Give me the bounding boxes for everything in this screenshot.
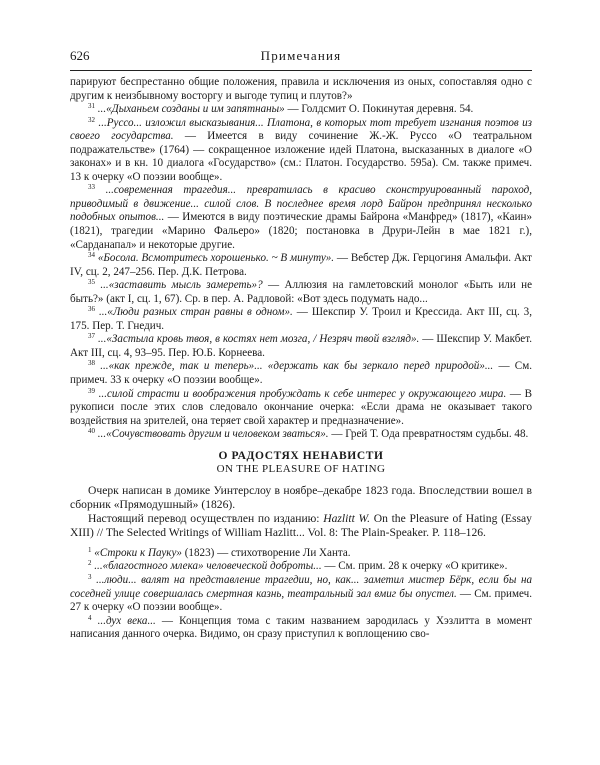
footnote-34: $^{34}$ «Босола. Всмотритесь хорошенько. ~ В минуту». — Вебстер Дж. Герцогиня Амальфи. Акт IV, сц. 2, 247–256. Пер. Д.К. Петрова. [70, 251, 532, 278]
footnote-32: $^{32}$ ...Руссо... изложил высказывания... Платона, в которых тот требует изгнания поэтов из своего государства. — Имеется в виду сочинение Ж.-Ж. Руссо «О театральном подражательстве» (1764) — сокращенное изложение идей Платона, высказанных в диалоге «О законах» и в кн. 10 диалога «Государство» (см.: Платон. Государство. 595а). См. также примеч. 13 к очерку «О поэзии вообще». [70, 115, 532, 183]
notes-body [70, 76, 532, 642]
footnote-35: $^{35}$ ...«заставить мысль замереть»? — Аллюзия на гамлетовский монолог «Быть или не быть?» (акт I, сц. 1, 67). Ср. в пер. А. Радловой: «Вот здесь подумать надо... [70, 278, 532, 305]
section-title: О РАДОСТЯХ НЕНАВИСТИ [218, 449, 384, 462]
running-title: Примечания [260, 48, 342, 63]
footnote-40: $^{40}$ ...«Сочувствовать другим и человеком зваться». — Грей Т. Ода превратностям судьбы. 48. [88, 427, 529, 441]
spacer [70, 540, 532, 547]
section-subtitle: ON THE PLEASURE OF HATING [216, 463, 386, 476]
footnote-39: $^{39}$ ...силой страсти и воображения пробуждать к себе интерес у окружающего мира. — В рукописи после этих слов следовало окончание очерка: «Если драма не оказывает такого воздействия на зрителей, она теряет свой характер и предназначение». [70, 386, 532, 427]
footnote-33: $^{33}$ ...современная трагедия... превратилась в красиво сконструированный пароход, приводимый в движение... силой слов. В последнее время лорд Байрон предпринял несколько подобных опытов... — Имеются в виду поэтические драмы Байрона «Манфред» (1817), «Каин» (1821), трагедии «Марино Фальеро» (1820; постановка в Друри-Лейн в мае 1821 г.), «Сарданапал» и некоторые другие. [70, 183, 533, 251]
footnote-s4: $^4$ ...дух века... — Концепция тома с таким названием зародилась у Хэзлитта в момент написания данного очерка. Видимо, он сразу приступил к воплощению сво- [70, 613, 533, 641]
header-rule [70, 70, 532, 71]
section-intro-1: Очерк написан в домике Уинтерслоу в ноябре–декабре 1823 года. Впоследствии вошел в сборник «Прямодушный» (1826). [70, 483, 532, 511]
footnote-38: $^{38}$ ...«как прежде, так и теперь»... «держать как бы зеркало перед природой»... — См. примеч. 33 к очерку «О поэзии вообще». [70, 359, 532, 387]
footnote-s1: $^1$ «Строки к Пауку» (1823) — стихотворение Ли Ханта. [88, 545, 351, 559]
footnote-s3: $^3$ ...люди... валят на представление трагедии, но, как... заметил мистер Бёрк, если бы на соседней улице совершалась смертная казнь, театральный зал вмиг бы опустел. — См. примеч. 27 к очерку «О поэзии вообще». [70, 572, 532, 614]
footnote-37: $^{37}$ ...«Застыла кровь твоя, в костях нет мозга, / Незряч твой взгляд». — Шекспир У. Макбет. Акт III, сц. 4, 93–95. Пер. Ю.Б. Корнеева. [70, 332, 532, 359]
page-number: 626 [70, 48, 90, 63]
footnote-31: $^{31}$ ...«Дыханьем созданы и им запятнаны» — Голдсмит О. Покинутая деревня. 54. [88, 102, 474, 116]
footnote-s2: $^2$ ...«благостного млека» человеческой доброты... — См. прим. 28 к очерку «О критике». [88, 559, 508, 573]
continuation-text: парируют беспрестанно общие положения, правила и исключения из оных, сопоставляя одно с другим к неизбывному восторгу и выгоде тупиц и плутов?» [70, 76, 532, 102]
section-intro-2: Настоящий перевод осуществлен по изданию: Hazlitt W. On the Pleasure of Hating (Essay XIII) // The Selected Writings of William Hazlitt... Vol. 8: The Plain-Speaker. P. 118–126. [70, 511, 532, 539]
page-header [70, 48, 532, 68]
footnote-36: $^{36}$ ...«Люди разных стран равны в одном». — Шекспир У. Троил и Крессида. Акт III, сц. 3, 175. Пер. Т. Гнедич. [70, 305, 532, 332]
